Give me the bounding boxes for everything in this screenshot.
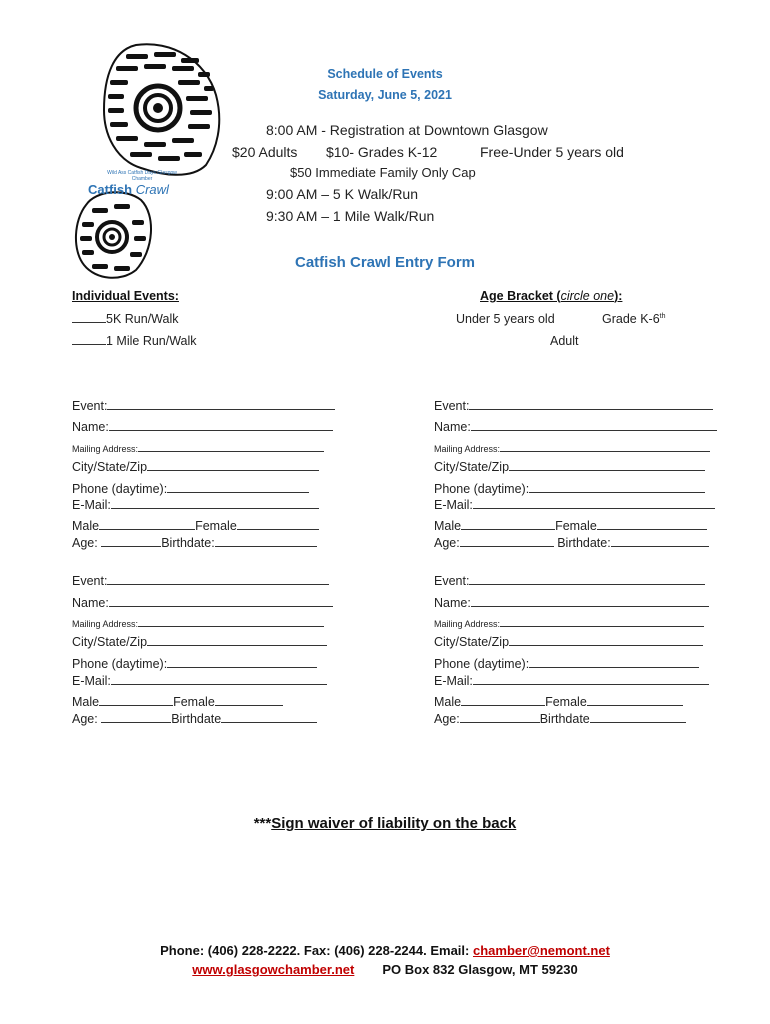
option-1mile[interactable]: 1 Mile Run/Walk [72, 334, 197, 348]
age-birthdate-field[interactable]: Age: Birthdate: [434, 536, 709, 550]
event-field[interactable]: Event: [434, 399, 713, 413]
age-birthdate-field[interactable]: Age: Birthdate [72, 712, 317, 726]
footer-address-line [0, 962, 770, 977]
phone-field[interactable]: Phone (daytime): [434, 657, 699, 671]
form-title: Catfish Crawl Entry Form [294, 254, 476, 271]
gender-field[interactable]: Male Female [72, 519, 319, 533]
age-under5[interactable]: Under 5 years old [456, 312, 555, 326]
mailing-address-field[interactable]: Mailing Address: [72, 441, 324, 454]
price-free: Free-Under 5 years old [480, 144, 624, 160]
website-link[interactable]: www.glasgowchamber.net [192, 962, 355, 977]
gender-field[interactable]: Male Female [434, 519, 707, 533]
price-grades: $10- Grades K-12 [326, 144, 438, 160]
event-5k-time: 9:00 AM – 5 K Walk/Run [266, 186, 418, 202]
city-state-zip-field[interactable]: City/State/Zip [72, 460, 319, 474]
city-state-zip-field[interactable]: City/State/Zip [72, 635, 327, 649]
email-field[interactable]: E-Mail: [72, 674, 327, 688]
age-birthdate-field[interactable]: Age: Birthdate [434, 712, 686, 726]
event-field[interactable]: Event: [72, 574, 329, 588]
email-field[interactable]: E-Mail: [434, 674, 709, 688]
individual-events-header: Individual Events: [72, 289, 179, 303]
schedule-title: Schedule of Events [327, 67, 443, 81]
footer-contact: Phone: (406) 228-2222. Fax: (406) 228-2244. Email: chamber@nemont.net [160, 943, 610, 958]
event-field[interactable]: Event: [434, 574, 705, 588]
name-field[interactable]: Name: [72, 596, 333, 610]
registration-info: 8:00 AM - Registration at Downtown Glasgow [266, 122, 548, 138]
age-grade-k6[interactable]: Grade K-6th [602, 312, 666, 326]
waiver-notice: ***Sign waiver of liability on the back [253, 815, 517, 832]
price-adults: $20 Adults [232, 144, 298, 160]
mailing-address: PO Box 832 Glasgow, MT 59230 [382, 962, 578, 977]
phone-field[interactable]: Phone (daytime): [72, 482, 309, 496]
name-field[interactable]: Name: [434, 420, 717, 434]
city-state-zip-field[interactable]: City/State/Zip [434, 635, 703, 649]
phone-field[interactable]: Phone (daytime): [434, 482, 705, 496]
mailing-address-field[interactable]: Mailing Address: [72, 616, 324, 629]
email-field[interactable]: E-Mail: [72, 498, 319, 512]
event-1mile-time: 9:30 AM – 1 Mile Walk/Run [266, 208, 435, 224]
mailing-address-field[interactable]: Mailing Address: [434, 441, 710, 454]
event-field[interactable]: Event: [72, 399, 335, 413]
gender-field[interactable]: Male Female [434, 695, 683, 709]
logo-name: Catfish Crawl [88, 182, 169, 197]
name-field[interactable]: Name: [434, 596, 709, 610]
gender-field[interactable]: Male Female [72, 695, 283, 709]
age-birthdate-field[interactable]: Age: Birthdate: [72, 536, 317, 550]
phone-field[interactable]: Phone (daytime): [72, 657, 317, 671]
mailing-address-field[interactable]: Mailing Address: [434, 616, 704, 629]
city-state-zip-field[interactable]: City/State/Zip [434, 460, 705, 474]
age-bracket-header: Age Bracket (circle one): [480, 289, 623, 303]
option-5k[interactable]: 5K Run/Walk [72, 312, 178, 326]
age-adult[interactable]: Adult [550, 334, 579, 348]
family-cap: $50 Immediate Family Only Cap [290, 165, 476, 180]
name-field[interactable]: Name: [72, 420, 333, 434]
logo-tagline: Wild Ass Catfish Days Glasgow Chamber [107, 170, 177, 182]
email-link[interactable]: chamber@nemont.net [472, 943, 610, 958]
schedule-date: Saturday, June 5, 2021 [318, 88, 452, 102]
email-field[interactable]: E-Mail: [434, 498, 715, 512]
